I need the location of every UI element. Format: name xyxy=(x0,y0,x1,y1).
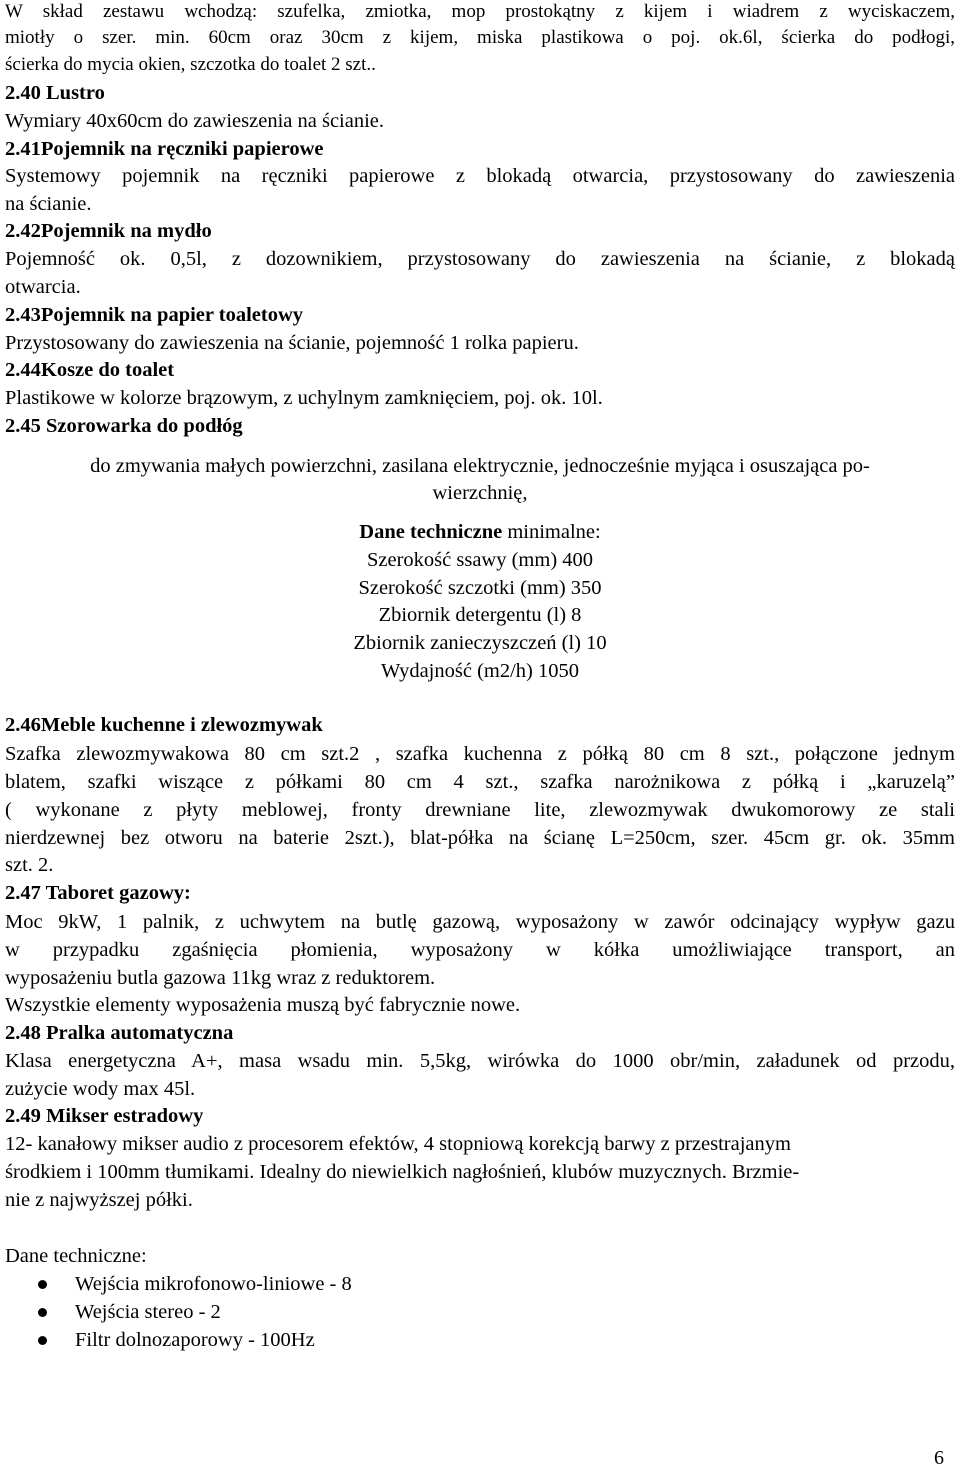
section-heading-2-40: 2.40 Lustro xyxy=(5,82,105,104)
spec-line: Zbiornik detergentu (l) 8 xyxy=(378,604,582,626)
section-heading-2-41: 2.41Pojemnik na ręczniki papierowe xyxy=(5,138,324,160)
paragraph-line: nierdzewnej bez otworu na baterie 2szt.), blat-półka na ścianę L=250cm, szer. 45cm gr. ok. 35mm xyxy=(5,827,955,849)
section-heading-2-48: 2.48 Pralka automatyczna xyxy=(5,1022,234,1044)
paragraph-line: w przypadku zgaśnięcia płomienia, wyposażony w kółka umożliwiające transport, an xyxy=(5,939,955,961)
spec-line: Szerokość ssawy (mm) 400 xyxy=(366,549,594,571)
list-item: Wejścia mikrofonowo-liniowe - 8 xyxy=(75,1273,352,1295)
paragraph-line: Pojemność ok. 0,5l, z dozownikiem, przystosowany do zawieszenia na ścianie, z blokadą xyxy=(5,248,955,270)
paragraph-line: wyposażeniu butla gazowa 11kg wraz z reduktorem. xyxy=(5,967,436,989)
section-heading-2-49: 2.49 Mikser estradowy xyxy=(5,1105,204,1127)
paragraph-line: środkiem i 100mm tłumikami. Idealny do niewielkich nagłośnień, klubów muzycznych. Brzmie- xyxy=(5,1161,800,1183)
list-item: Filtr dolnozaporowy - 100Hz xyxy=(75,1329,315,1351)
paragraph-line: Wszystkie elementy wyposażenia muszą być fabrycznie nowe. xyxy=(5,994,521,1016)
paragraph-line: szt. 2. xyxy=(5,854,54,876)
tech-specs-heading xyxy=(5,520,955,544)
spec-line: Zbiornik zanieczyszczeń (l) 10 xyxy=(353,632,607,654)
section-heading-2-46: 2.46Meble kuchenne i zlewozmywak xyxy=(5,714,323,736)
section-heading-2-42: 2.42Pojemnik na mydło xyxy=(5,220,212,242)
tech-data-label: Dane techniczne: xyxy=(5,1245,147,1267)
paragraph-line: ścierka do mycia okien, szczotka do toalet 2 szt.. xyxy=(5,54,376,75)
paragraph-line: otwarcia. xyxy=(5,276,81,298)
spec-line: Szerokość szczotki (mm) 350 xyxy=(358,577,602,599)
section-heading-2-45: 2.45 Szorowarka do podłóg xyxy=(5,415,243,437)
section-heading-2-44: 2.44Kosze do toalet xyxy=(5,359,175,381)
paragraph-line: W skład zestawu wchodzą: szufelka, zmiotka, mop prostokątny z kijem i wiadrem z wyciskaczem, xyxy=(5,1,955,22)
paragraph-line: blatem, szafki wiszące z półkami 80 cm 4 szt., szafka narożnikowa z półką i „karuzelą” xyxy=(5,771,955,793)
paragraph-line: nie z najwyższej półki. xyxy=(5,1189,193,1211)
paragraph-line: wierzchnię, xyxy=(432,482,528,504)
spec-line: Wydajność (m2/h) 1050 xyxy=(380,660,580,682)
section-heading-2-47: 2.47 Taboret gazowy: xyxy=(5,882,191,904)
tech-specs-rest: minimalne: xyxy=(502,521,601,543)
paragraph-line: do zmywania małych powierzchni, zasilana elektrycznie, jednocześnie myjąca i osuszająca po- xyxy=(90,455,870,477)
bullet-icon xyxy=(38,1336,47,1345)
paragraph-line: Wymiary 40x60cm do zawieszenia na ścianie. xyxy=(5,110,385,132)
paragraph-line: Plastikowe w kolorze brązowym, z uchylnym zamknięciem, poj. ok. 10l. xyxy=(5,387,603,409)
section-heading-2-43: 2.43Pojemnik na papier toaletowy xyxy=(5,304,304,326)
paragraph-line: na ścianie. xyxy=(5,193,92,215)
paragraph-line: zużycie wody max 45l. xyxy=(5,1078,196,1100)
bullet-icon xyxy=(38,1308,47,1317)
paragraph-line: 12- kanałowy mikser audio z procesorem efektów, 4 stopniową korekcją barwy z przestrajanym xyxy=(5,1133,791,1155)
paragraph-line: Systemowy pojemnik na ręczniki papierowe z blokadą otwarcia, przystosowany do zawieszenia xyxy=(5,165,955,187)
list-item: Wejścia stereo - 2 xyxy=(75,1301,221,1323)
paragraph-line: miotły o szer. min. 60cm oraz 30cm z kijem, miska plastikowa o poj. ok.6l, ścierka do podłogi, xyxy=(5,27,955,48)
paragraph-line: Klasa energetyczna A+, masa wsadu min. 5,5kg, wirówka do 1000 obr/min, załadunek od przodu, xyxy=(5,1050,955,1072)
page-number: 6 xyxy=(934,1447,944,1469)
paragraph-line: Szafka zlewozmywakowa 80 cm szt.2 , szafka kuchenna z półką 80 cm 8 szt., połączone jednym xyxy=(5,743,955,765)
bullet-icon xyxy=(38,1280,47,1289)
paragraph-line: Przystosowany do zawieszenia na ścianie, pojemność 1 rolka papieru. xyxy=(5,332,579,354)
paragraph-line: Moc 9kW, 1 palnik, z uchwytem na butlę gazową, wyposażony w zawór odcinający wypływ gazu xyxy=(5,911,955,933)
tech-specs-bold: Dane techniczne xyxy=(359,521,503,543)
paragraph-line: ( wykonane z płyty meblowej, fronty drewniane lite, zlewozmywak dwukomorowy ze stali xyxy=(5,799,955,821)
